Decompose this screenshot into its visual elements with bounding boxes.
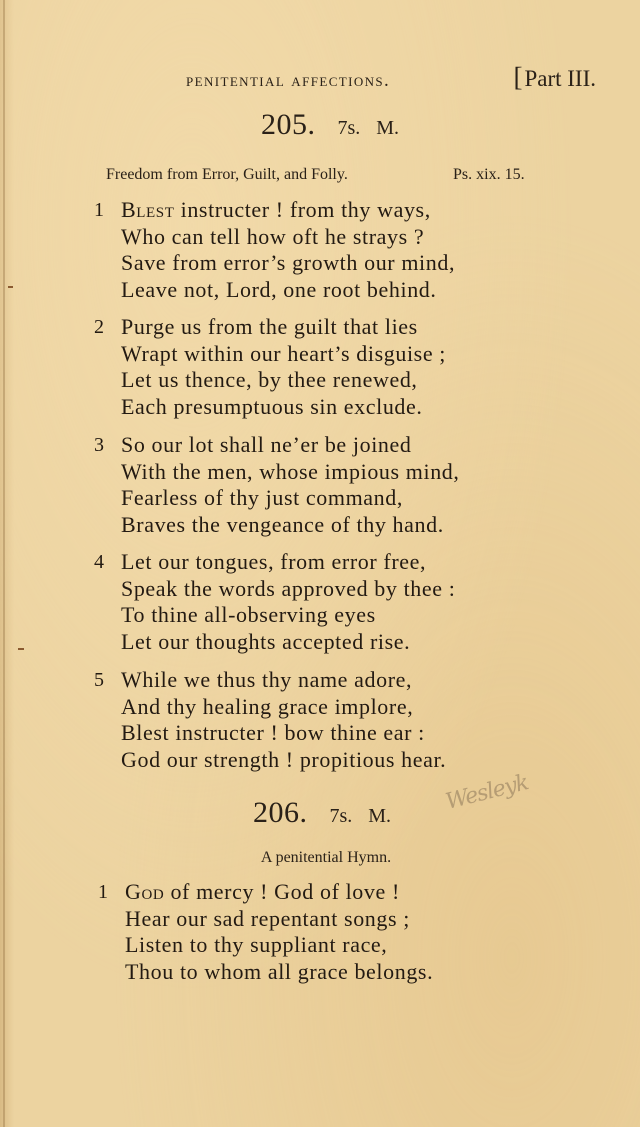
hymn-206-heading — [0, 796, 640, 830]
stanza-number: 4 — [94, 551, 105, 573]
hymn-subtitle-text: A penitential Hymn. — [260, 849, 392, 866]
verse-line: Who can tell how oft he strays ? — [121, 223, 425, 249]
verse-line: Blest instructer ! bow thine ear : — [121, 720, 425, 746]
verse-line: Braves the vengeance of thy hand. — [121, 512, 444, 538]
stanza-5 — [94, 667, 446, 774]
initial-small-caps: God — [125, 879, 165, 904]
verse-line — [94, 549, 455, 576]
verse-line: Hear our sad repentant songs ; — [125, 905, 410, 931]
verse-line: With the men, whose impious mind, — [121, 458, 460, 484]
scripture-reference: Ps. xix. 15. — [453, 166, 525, 183]
running-title: penitential affections. — [186, 70, 391, 91]
hymn-number: 206. — [252, 796, 308, 829]
verse-line — [94, 432, 460, 459]
verse-line: Each presumptuous sin exclude. — [121, 394, 423, 420]
pencil-annotation: Wesleyk — [443, 770, 531, 815]
part-label — [513, 62, 596, 93]
hymn-meter-type: M. — [368, 805, 392, 827]
verse-line: And thy healing grace implore, — [121, 693, 414, 719]
hymn-205-reference — [453, 166, 525, 184]
part-label-text: Part III. — [524, 66, 596, 91]
verse-line — [94, 314, 446, 341]
page-gutter-edge — [3, 0, 5, 1127]
initial-small-caps: Blest — [121, 197, 175, 222]
verse-line: Let us thence, by thee renewed, — [121, 367, 418, 393]
hymn-meter-type: M. — [376, 117, 400, 139]
verse-line-text: instructer ! from thy ways, — [174, 197, 431, 222]
stanza-3 — [94, 432, 460, 539]
stanza-4 — [94, 549, 455, 656]
stanza-number: 1 — [94, 199, 105, 221]
stanza-1 — [94, 197, 455, 304]
verse-line: Leave not, Lord, one root behind. — [121, 277, 437, 303]
stanza-number: 1 — [98, 881, 109, 903]
verse-line-text: Let our tongues, from error free, — [121, 549, 427, 574]
verse-line: Wrapt within our heart’s disguise ; — [121, 340, 447, 366]
hymn-meter: 7s. — [337, 117, 361, 139]
verse-line: Speak the words approved by thee : — [121, 575, 456, 601]
verse-line: Save from error’s growth our mind, — [121, 250, 456, 276]
hymn-206-subtitle — [0, 849, 640, 867]
part-bracket: [ — [513, 62, 523, 92]
verse-line: Listen to thy suppliant race, — [125, 932, 388, 958]
hymn-meter: 7s. — [329, 805, 353, 827]
hymn-205-subtitle — [106, 166, 348, 184]
stanza-number: 2 — [94, 316, 105, 338]
verse-line: Thou to whom all grace belongs. — [125, 959, 434, 985]
paper-speck — [18, 648, 24, 650]
verse-line — [98, 879, 433, 906]
verse-line-text: While we thus thy name adore, — [121, 667, 413, 692]
verse-line: Let our thoughts accepted rise. — [121, 629, 411, 655]
verse-line-text: of mercy ! God of love ! — [164, 879, 400, 904]
verse-line: Fearless of thy just command, — [121, 485, 403, 511]
verse-line — [94, 197, 455, 224]
hymn-number: 205. — [260, 108, 316, 141]
stanza-2 — [94, 314, 446, 421]
running-head — [186, 62, 596, 93]
verse-line-text: Purge us from the guilt that lies — [121, 314, 418, 339]
paper-speck — [8, 286, 13, 288]
hymn-subtitle-text: Freedom from Error, Guilt, and Folly. — [106, 166, 348, 183]
verse-line: To thine all-observing eyes — [121, 602, 376, 628]
stanza-number: 3 — [94, 434, 105, 456]
verse-line — [94, 667, 446, 694]
stanza-number: 5 — [94, 669, 105, 691]
hymn-206-stanza-1 — [98, 879, 433, 986]
verse-line: God our strength ! propitious hear. — [121, 747, 447, 773]
verse-line-text: So our lot shall ne’er be joined — [121, 432, 412, 457]
hymn-205-heading — [0, 108, 640, 142]
